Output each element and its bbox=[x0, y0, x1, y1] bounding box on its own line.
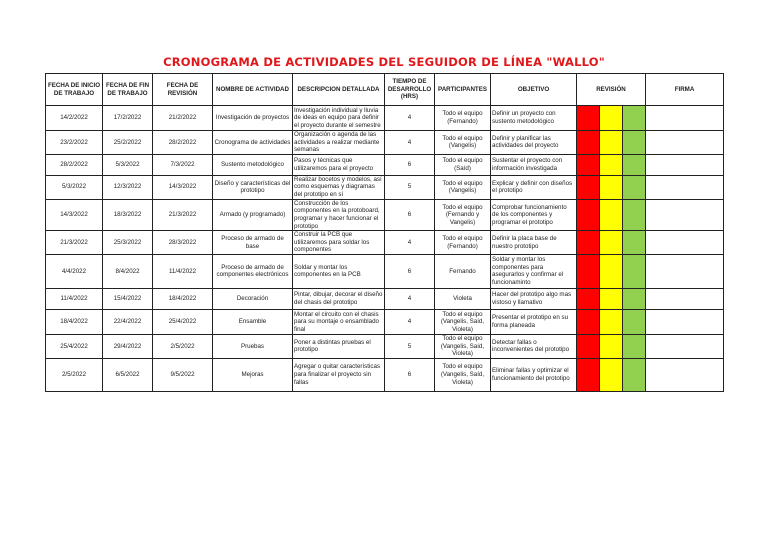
signature-cell[interactable] bbox=[646, 131, 724, 155]
start-date-cell: 21/3/2022 bbox=[46, 231, 103, 255]
page-title: CRONOGRAMA DE ACTIVIDADES DEL SEGUIDOR DE LÍNEA "WALLO" bbox=[163, 55, 605, 69]
status-yellow-cell bbox=[600, 154, 623, 175]
status-yellow-cell bbox=[600, 131, 623, 155]
status-red-cell bbox=[577, 254, 600, 288]
participants-cell: Todo el equipo (Fernando) bbox=[435, 106, 491, 131]
description-cell: Investigación individual y lluvia de ideas en equipo para definir el proyecto durante el semestre bbox=[293, 106, 385, 131]
objective-cell: Definir un proyecto con sustento metodológico bbox=[491, 106, 577, 131]
activity-cell: Cronograma de actividades bbox=[213, 131, 293, 155]
header-end-date: FECHA DE FIN DE TRABAJO bbox=[103, 74, 153, 106]
participants-cell: Violeta bbox=[435, 288, 491, 309]
status-red-cell bbox=[577, 358, 600, 391]
header-review-status: REVISIÓN bbox=[577, 74, 646, 106]
description-cell: Organización o agenda de las actividades a realizar mediante semanas bbox=[293, 131, 385, 155]
activity-cell: Proceso de armado de componentes electrónicos bbox=[213, 254, 293, 288]
time-cell: 4 bbox=[385, 131, 435, 155]
objective-cell: Definir y planificar las actividades del proyecto bbox=[491, 131, 577, 155]
start-date-cell: 25/4/2022 bbox=[46, 334, 103, 358]
signature-cell[interactable] bbox=[646, 334, 724, 358]
signature-cell[interactable] bbox=[646, 309, 724, 334]
status-green-cell bbox=[623, 106, 646, 131]
signature-cell[interactable] bbox=[646, 175, 724, 199]
objective-cell: Soldar y montar los componentes para asegurarlos y confirmar el funcionaminto bbox=[491, 254, 577, 288]
end-date-cell: 15/4/2022 bbox=[103, 288, 153, 309]
table-row bbox=[46, 199, 724, 230]
status-yellow-cell bbox=[600, 199, 623, 230]
time-cell: 4 bbox=[385, 288, 435, 309]
participants-cell: Todo el equipo (Vangelis) bbox=[435, 175, 491, 199]
table-row bbox=[46, 358, 724, 391]
end-date-cell: 29/4/2022 bbox=[103, 334, 153, 358]
status-yellow-cell bbox=[600, 309, 623, 334]
time-cell: 6 bbox=[385, 358, 435, 391]
header-description: DESCRIPCION DETALLADA bbox=[293, 74, 385, 106]
activity-cell: Pruebas bbox=[213, 334, 293, 358]
end-date-cell: 17/2/2022 bbox=[103, 106, 153, 131]
review-date-cell: 25/4/2022 bbox=[153, 309, 213, 334]
end-date-cell: 25/3/2022 bbox=[103, 231, 153, 255]
status-red-cell bbox=[577, 231, 600, 255]
review-date-cell: 21/3/2022 bbox=[153, 199, 213, 230]
objective-cell: Comprobar funcionamiento de los componentes y programar el prototipo bbox=[491, 199, 577, 230]
status-green-cell bbox=[623, 199, 646, 230]
time-cell: 4 bbox=[385, 106, 435, 131]
status-red-cell bbox=[577, 175, 600, 199]
time-cell: 5 bbox=[385, 175, 435, 199]
activity-cell: Decoración bbox=[213, 288, 293, 309]
signature-cell[interactable] bbox=[646, 154, 724, 175]
review-date-cell: 2/5/2022 bbox=[153, 334, 213, 358]
activity-cell: Diseño y características del prototipo bbox=[213, 175, 293, 199]
signature-cell[interactable] bbox=[646, 199, 724, 230]
description-cell: Construir la PCB que utilizaremos para soldar los componentes bbox=[293, 231, 385, 255]
header-start-date: FECHA DE INICIO DE TRABAJO bbox=[46, 74, 103, 106]
table-row bbox=[46, 309, 724, 334]
start-date-cell: 14/3/2022 bbox=[46, 199, 103, 230]
status-red-cell bbox=[577, 106, 600, 131]
description-cell: Pasos y técnicas que utilizaremos para el proyecto bbox=[293, 154, 385, 175]
header-time: TIEMPO DE DESARROLLO (HRS) bbox=[385, 74, 435, 106]
objective-cell: Presentar el prototipo en su forma planeada bbox=[491, 309, 577, 334]
table-row bbox=[46, 175, 724, 199]
signature-cell[interactable] bbox=[646, 254, 724, 288]
participants-cell: Todo el equipo (Vangelis, Saíd, Violeta) bbox=[435, 358, 491, 391]
end-date-cell: 22/4/2022 bbox=[103, 309, 153, 334]
start-date-cell: 4/4/2022 bbox=[46, 254, 103, 288]
end-date-cell: 5/3/2022 bbox=[103, 154, 153, 175]
objective-cell: Detectar fallas o inconvenientes del prototipo bbox=[491, 334, 577, 358]
status-green-cell bbox=[623, 288, 646, 309]
table-row bbox=[46, 334, 724, 358]
start-date-cell: 23/2/2022 bbox=[46, 131, 103, 155]
status-red-cell bbox=[577, 288, 600, 309]
review-date-cell: 11/4/2022 bbox=[153, 254, 213, 288]
status-green-cell bbox=[623, 231, 646, 255]
end-date-cell: 18/3/2022 bbox=[103, 199, 153, 230]
signature-cell[interactable] bbox=[646, 288, 724, 309]
status-green-cell bbox=[623, 131, 646, 155]
status-yellow-cell bbox=[600, 106, 623, 131]
description-cell: Agregar o quitar características para finalizar el proyecto sin fallas bbox=[293, 358, 385, 391]
participants-cell: Todo el equipo (Fernando) bbox=[435, 231, 491, 255]
review-date-cell: 9/5/2022 bbox=[153, 358, 213, 391]
participants-cell: Todo el equipo (Vangelis, Saíd, Violeta) bbox=[435, 309, 491, 334]
activity-cell: Ensamble bbox=[213, 309, 293, 334]
activity-cell: Sustento metodológico bbox=[213, 154, 293, 175]
time-cell: 6 bbox=[385, 199, 435, 230]
table-row bbox=[46, 106, 724, 131]
end-date-cell: 6/5/2022 bbox=[103, 358, 153, 391]
header-signature: FIRMA bbox=[646, 74, 724, 106]
status-red-cell bbox=[577, 309, 600, 334]
activity-cell: Mejoras bbox=[213, 358, 293, 391]
participants-cell: Todo el equipo (Saíd) bbox=[435, 154, 491, 175]
description-cell: Montar el circuito con el chasis para su montaje o ensamblado final bbox=[293, 309, 385, 334]
end-date-cell: 12/3/2022 bbox=[103, 175, 153, 199]
participants-cell: Todo el equipo (Vangelis) bbox=[435, 131, 491, 155]
participants-cell: Fernando bbox=[435, 254, 491, 288]
signature-cell[interactable] bbox=[646, 106, 724, 131]
status-red-cell bbox=[577, 334, 600, 358]
header-participants: PARTICIPANTES bbox=[435, 74, 491, 106]
status-yellow-cell bbox=[600, 334, 623, 358]
status-red-cell bbox=[577, 199, 600, 230]
description-cell: Realizar bocetos y modelos, así como esquemas y diagramas del prototipo en sí bbox=[293, 175, 385, 199]
table-row bbox=[46, 254, 724, 288]
status-yellow-cell bbox=[600, 231, 623, 255]
status-red-cell bbox=[577, 131, 600, 155]
header-activity: NOMBRE DE ACTIVIDAD bbox=[213, 74, 293, 106]
end-date-cell: 25/2/2022 bbox=[103, 131, 153, 155]
header-row bbox=[46, 74, 724, 106]
start-date-cell: 14/2/2022 bbox=[46, 106, 103, 131]
status-green-cell bbox=[623, 154, 646, 175]
activity-cell: Proceso de armado de base bbox=[213, 231, 293, 255]
objective-cell: Hacer del prototipo algo mas vistoso y llamativo bbox=[491, 288, 577, 309]
schedule-table bbox=[45, 73, 724, 392]
start-date-cell: 28/2/2022 bbox=[46, 154, 103, 175]
description-cell: Poner a distintas pruebas el prototipo bbox=[293, 334, 385, 358]
start-date-cell: 11/4/2022 bbox=[46, 288, 103, 309]
table-row bbox=[46, 131, 724, 155]
objective-cell: Explicar y definir con diseños el prototipo bbox=[491, 175, 577, 199]
review-date-cell: 18/4/2022 bbox=[153, 288, 213, 309]
time-cell: 6 bbox=[385, 254, 435, 288]
table-row bbox=[46, 154, 724, 175]
activity-cell: Investigación de proyectos bbox=[213, 106, 293, 131]
signature-cell[interactable] bbox=[646, 231, 724, 255]
review-date-cell: 21/2/2022 bbox=[153, 106, 213, 131]
end-date-cell: 8/4/2022 bbox=[103, 254, 153, 288]
description-cell: Pintar, dibujar, decorar el diseño del chasis del prototipo bbox=[293, 288, 385, 309]
participants-cell: Todo el equipo (Vangelis, Saíd, Violeta) bbox=[435, 334, 491, 358]
time-cell: 5 bbox=[385, 334, 435, 358]
status-green-cell bbox=[623, 358, 646, 391]
description-cell: Soldar y montar los componentes en la PCB bbox=[293, 254, 385, 288]
objective-cell: Eliminar fallas y optimizar el funcionamiento del prototipo bbox=[491, 358, 577, 391]
header-objective: OBJETIVO bbox=[491, 74, 577, 106]
review-date-cell: 7/3/2022 bbox=[153, 154, 213, 175]
review-date-cell: 14/3/2022 bbox=[153, 175, 213, 199]
review-date-cell: 28/2/2022 bbox=[153, 131, 213, 155]
status-red-cell bbox=[577, 154, 600, 175]
status-green-cell bbox=[623, 175, 646, 199]
objective-cell: Sustentar el proyecto con información investigada bbox=[491, 154, 577, 175]
objective-cell: Definir la placa base de nuestro prototipo bbox=[491, 231, 577, 255]
time-cell: 4 bbox=[385, 231, 435, 255]
status-yellow-cell bbox=[600, 254, 623, 288]
description-cell: Construcción de los componentes en la protoboard, programar y hacer funcionar el prototipo bbox=[293, 199, 385, 230]
status-green-cell bbox=[623, 254, 646, 288]
signature-cell[interactable] bbox=[646, 358, 724, 391]
status-yellow-cell bbox=[600, 288, 623, 309]
status-green-cell bbox=[623, 309, 646, 334]
time-cell: 4 bbox=[385, 309, 435, 334]
start-date-cell: 18/4/2022 bbox=[46, 309, 103, 334]
status-yellow-cell bbox=[600, 358, 623, 391]
table-row bbox=[46, 288, 724, 309]
time-cell: 6 bbox=[385, 154, 435, 175]
status-yellow-cell bbox=[600, 175, 623, 199]
participants-cell: Todo el equipo (Fernando y Vangelis) bbox=[435, 199, 491, 230]
review-date-cell: 28/3/2022 bbox=[153, 231, 213, 255]
start-date-cell: 2/5/2022 bbox=[46, 358, 103, 391]
start-date-cell: 5/3/2022 bbox=[46, 175, 103, 199]
activity-cell: Armado (y programado) bbox=[213, 199, 293, 230]
header-review-date: FECHA DE REVISIÓN bbox=[153, 74, 213, 106]
status-green-cell bbox=[623, 334, 646, 358]
table-row bbox=[46, 231, 724, 255]
